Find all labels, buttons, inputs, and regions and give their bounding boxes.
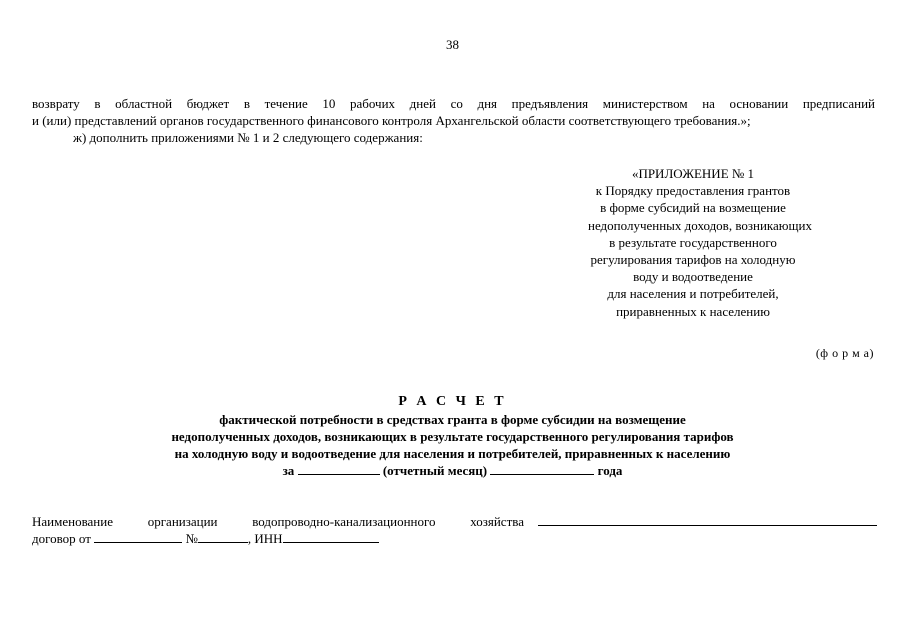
heading-line-4 xyxy=(60,462,845,479)
body-line-2: и (или) представлений органов государственного финансового контроля Архангельской области соответствующего требования.»; xyxy=(32,113,751,128)
forma-label: (ф о р м а) xyxy=(815,346,874,360)
body-line-3: ж) дополнить приложениями № 1 и 2 следующего содержания: xyxy=(73,130,423,145)
appendix-line: недополученных доходов, возникающих xyxy=(588,217,812,233)
contract-number-blank-field[interactable] xyxy=(198,530,248,543)
year-blank-field[interactable] xyxy=(490,462,594,475)
appendix-line: к Порядку предоставления грантов xyxy=(595,183,791,199)
heading-line-2: недополученных доходов, возникающих в результате государственного регулирования тарифов xyxy=(171,429,734,444)
heading-line-1: фактической потребности в средствах гранта в форме субсидии на возмещение xyxy=(219,412,686,427)
form-title: Р А С Ч Е Т xyxy=(398,394,507,409)
body-line-1: возврату в областной бюджет в течение 10 рабочих дней со дня предъявления министерством на основании предписаний xyxy=(32,96,875,111)
appendix-line: воду и водоотведение xyxy=(633,269,753,285)
appendix-line: для населения и потребителей, xyxy=(607,286,779,302)
contract-number-label: № xyxy=(185,531,198,546)
form-heading xyxy=(60,392,845,479)
organization-label: Наименование организации водопроводно-канализационного хозяйства xyxy=(32,514,524,529)
appendix-line: в результате государственного xyxy=(609,234,777,250)
appendix-line: «ПРИЛОЖЕНИЕ № 1 xyxy=(631,166,755,181)
contract-label: договор от xyxy=(32,531,91,546)
inn-label: , ИНН xyxy=(247,531,283,546)
heading-period-prefix: за xyxy=(282,463,295,478)
heading-period-suffix: года xyxy=(597,463,623,478)
contract-date-blank-field[interactable] xyxy=(94,530,182,543)
inn-blank-field[interactable] xyxy=(283,530,379,543)
organization-blank-field[interactable] xyxy=(538,513,877,526)
organization-row xyxy=(32,513,877,530)
heading-period-middle: (отчетный месяц) xyxy=(382,463,488,478)
appendix-line: регулирования тарифов на холодную xyxy=(590,252,796,268)
contract-row xyxy=(32,530,877,547)
appendix-block xyxy=(588,165,812,320)
body-text xyxy=(32,95,875,146)
appendix-line: приравненных к населению xyxy=(616,303,770,319)
form-fields xyxy=(32,513,877,547)
heading-line-3: на холодную воду и водоотведение для населения и потребителей, приравненных к населению xyxy=(174,446,731,461)
page-number: 38 xyxy=(446,37,459,52)
month-blank-field[interactable] xyxy=(298,462,380,475)
appendix-line: в форме субсидий на возмещение xyxy=(600,200,786,216)
